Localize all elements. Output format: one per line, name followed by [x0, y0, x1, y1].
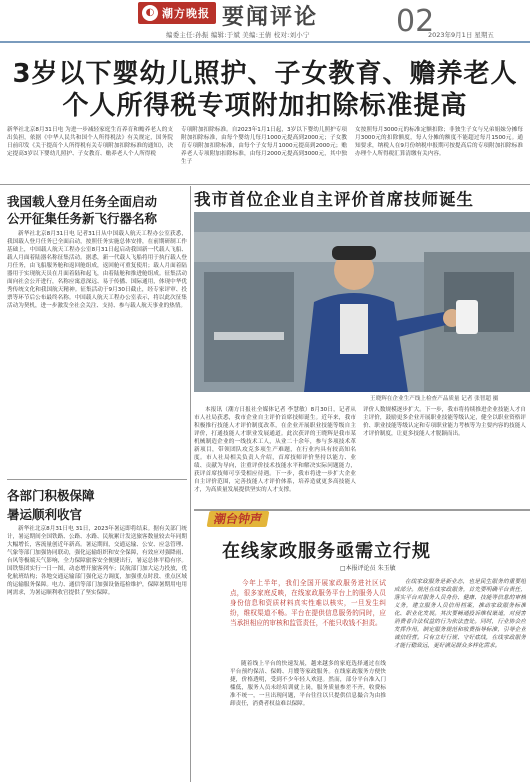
- lead-column-3: 女按照每月3000元的标准定额扣除；非独生子女与兄弟姐妹分摊每月3000元的扣除额度，每人分摊的额度不能超过每月1500元。通知要求，纳税人在9月份纳税申报期可按提高后的专项附加扣除标准办理个人所得税汇算清缴有关内容。: [355, 127, 523, 157]
- column-tag: 潮台钟声: [207, 511, 270, 527]
- lead-column-2: 专项附加扣除标准。自2023年1月1日起，3岁以下婴幼儿照护专项附加扣除标准，由每个婴幼儿每月1000元提高到2000元；子女教育专项附加扣除标准，由每个子女每月1000元提高到2000元；赡养老人专项附加扣除标准，由每月2000元提高到3000元，其中独生子: [181, 127, 347, 165]
- photo-story-title: 我市首位企业自主评价首席技师诞生: [194, 190, 474, 209]
- photo-story-body-1: 本报讯（潮方日报社全媒体记者 李慧敏）8月30日，记者从市人社局获悉，我市企业自主评价首席技师诞生。近年来，我市积极推行技能人才评价制度改革，在企业开展职业技能等级自主评价，打通技能人才职业发展通道。此次获评的王晓辉是我市某机械制造企业的一线技术工人，从业二十余年，参与多项技术革新项目，带领团队攻克多项生产难题，在行业内具有较高知名度。市人社局相关负责人介绍，首席技师评价坚持以能力、业绩、贡献为导向，注重评价技术技能水平和解决实际问题能力，获评首席技师可享受相应待遇。下一步，我市将进一步扩大企业自主评价范围，完善技能人才评价体系，培养造就更多高技能人才，为高质量发展提供坚实的人才支撑。: [194, 407, 356, 493]
- article2-title-line-1: 各部门积极保障: [7, 488, 95, 503]
- headline-line-2: 个人所得税专项附加扣除标准提高: [62, 91, 468, 121]
- section-name: 要闻评论: [222, 4, 319, 30]
- newspaper-logo-icon: ◐: [142, 5, 158, 21]
- opinion-body-left: 随着线上平台的快速发展，越来越多的家庭选择通过在线平台预约保洁、保姆、月嫂等家政服务。在线家政服务方便快捷，价格透明，受到不少年轻人欢迎。然而，部分平台准入门槛低，服务人员未经培训就上岗，服务质量参差不齐，收费标准不统一，一旦出现问题，平台往往以只提供信息撮合为由推卸责任，消费者权益难以保障。: [230, 661, 386, 707]
- brand-name: 潮方晚报: [162, 7, 210, 20]
- photo-story-body-2: 评价人数规模逐步扩大。下一步，我市将持续推进企业技能人才自主评价，鼓励更多企业开展职业技能等级认定，健全以职业资格评价、职业技能等级认定和专项职业能力考核等为主要内容的技能人才评价制度，让更多技能人才脱颖而出。: [363, 407, 526, 437]
- headline-line-1: 3岁以下婴幼儿照护、子女教育、赡养老人: [12, 59, 518, 89]
- masthead: [0, 0, 530, 44]
- brand-box: [138, 2, 216, 24]
- divider-left: [7, 479, 187, 480]
- opinion-callout: 今年上半年，我们全国开展家政服务进社区试点，很多家庭反映，在线家政服务平台上的服务人员身份信息和资质材料真实性难以核实，一旦发生纠纷，维权渠道不畅。平台在提供信息服务的同时，应当承担相应的审核和监管责任，不能只收钱不担责。: [230, 579, 386, 627]
- page-number: 02: [396, 4, 435, 39]
- opinion-author: □本报评论员 朱玉敏: [340, 565, 396, 572]
- technician-photo: [194, 212, 530, 392]
- article1-body: 新华社北京8月31日电 记者31日从中国载人航天工程办公室获悉，我国载人登月任务已全面启动，按照任务实施总体安排，在前期研制工作基础上，中国载人航天工程办公室8月31日起启动我国新一代载人飞船、载人月面着陆器名称征集活动。据悉，新一代载人飞船将用于执行载人登月任务，由飞船服务舱和返回舱组成，返回舱可重复使用；载人月面着陆器用于实现航天员在月面着陆和起飞，由着陆舱和推进舱组成。征集活动面向社会公开进行，名称应寓意深远、易于传播、国际通用，体现中华优秀传统文化和我国航天精神。征集活动于9月30日截止，经专家评审、投票等环节后公布最终名称。中国载人航天工程办公室表示，将以此次征集活动为契机，进一步激发全社会关注、支持、参与载人航天事业的热情。: [7, 231, 187, 309]
- article2-title-line-2: 暑运顺利收官: [7, 507, 83, 522]
- masthead-rule: [0, 41, 530, 43]
- column-banner: [194, 509, 530, 529]
- lead-column-1: 新华社北京8月31日电 为进一步减轻家庭生育养育和赡养老人的支出负担，依据《中华人民共和国个人所得税法》有关规定，国务院日前印发《关于提高个人所得税有关专项附加扣除标准的通知》，决定提高3岁以下婴幼儿照护、子女教育、赡养老人个人所得税: [7, 127, 173, 157]
- divider-lead: [0, 184, 530, 185]
- article2-body: 新华社北京8月31日电 31日，2023年暑运即将结束。据有关部门统计，暑运期间全国铁路、公路、水路、民航累计发送旅客数量较去年同期大幅增长，客流量创近年新高。暑运期间，交通运输、公安、应急管理、气象等部门加强协同联动，强化运输组织和安全保障，有效应对强降雨、台风等极端天气影响，全力保障旅客安全便捷出行，暑运总体平稳有序。国铁集团实行一日一图，动态增开旅客列车；民航部门加大运力投放，优化航班结构；各地交通运输部门强化运力调度，加强重点时段、重点区域的运输服务保障。电力、通信等部门加强设备巡检维护，保障暑期用电用网需求，为暑运顺利收官提供了坚实保障。: [7, 526, 187, 596]
- editor-credits: 编委主任:孙振 编辑:于斌 美编:王倩 校对:刘小宁: [166, 31, 310, 39]
- photo-caption: 王晓辉在企业生产线上检查产品质量 记者 张智超 摄: [370, 396, 499, 402]
- issue-date: 2023年9月1日 星期五: [428, 31, 494, 39]
- article1-title-line-2: 公开征集任务新飞行器名称: [7, 211, 158, 226]
- vertical-divider: [190, 186, 191, 782]
- article1-title-line-1: 我国载人登月任务全面启动: [7, 194, 158, 209]
- opinion-title: 在线家政服务亟需立行规: [222, 541, 431, 562]
- main-headline: [0, 58, 530, 122]
- opinion-body-right: 在线家政服务是新业态，也是民生服务的重要组成部分。规范在线家政服务，首先要明确平台责任，落实平台对服务人员身份、健康、技能等信息的审核义务，建立服务人员信用档案，推动家政服务标准化、职业化发展。其次要畅通投诉维权渠道，对侵害消费者合法权益的行为依法查处。同时，行业协会应发挥作用，制定服务规范和收费指导标准，引导企业诚信经营。只有立好行规、守好底线，在线家政服务才能行稳致远，更好满足群众多样化需求。: [394, 579, 526, 649]
- technician-illustration: [194, 212, 530, 392]
